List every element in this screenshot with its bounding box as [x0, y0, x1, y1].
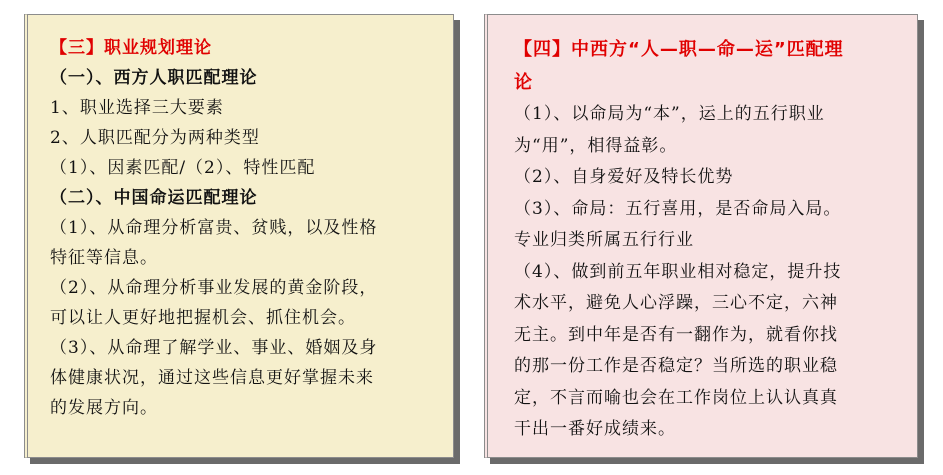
- right-title-line: 论: [514, 72, 533, 93]
- list-item: 1、职业选择三大要素: [50, 98, 224, 118]
- right-title-line: 【四】中西方“人—职—命—运”匹配理: [514, 39, 844, 60]
- paragraph-line: （3）、命局：五行喜用，是否命局入局。: [514, 198, 842, 219]
- left-panel: [24, 14, 454, 458]
- paragraph-line: （3）、从命理了解学业、事业、婚姻及身: [50, 338, 378, 358]
- paragraph-line: 可以让人更好地把握机会、抓住机会。: [50, 308, 356, 328]
- paragraph-line: （2）、从命理分析事业发展的黄金阶段，: [50, 278, 378, 298]
- list-item: （1）、因素匹配/（2）、特性匹配: [50, 158, 316, 178]
- paragraph-line: （1）、从命理分析富贵、贫贱，以及性格: [50, 218, 378, 238]
- paragraph-line: 干出一番好成绩来。: [514, 419, 676, 439]
- paragraph-line: （1）、以命局为“本”，运上的五行职业: [514, 104, 825, 124]
- paragraph-line: 的那一份工作是否稳定？当所选的职业稳: [514, 356, 838, 376]
- paragraph-line: 特征等信息。: [50, 248, 158, 268]
- left-title: 【三】职业规划理论: [50, 38, 212, 58]
- right-panel: [484, 14, 918, 458]
- paragraph-line: 的发展方向。: [50, 398, 158, 418]
- paragraph-line: （2）、自身爱好及特长优势: [514, 167, 734, 187]
- paragraph-line: 体健康状况，通过这些信息更好掌握未来: [50, 368, 374, 388]
- section2-heading: （二）、中国命运匹配理论: [50, 188, 258, 208]
- paragraph-line: 无主。到中年是否有一翻作为，就看你找: [514, 324, 838, 345]
- paragraph-line: 专业归类所属五行行业: [514, 230, 694, 250]
- paragraph-line: 术水平，避免人心浮躁，三心不定，六神: [514, 293, 838, 313]
- paragraph-line: 为“用”，相得益彰。: [514, 135, 678, 156]
- list-item: 2、人职匹配分为两种类型: [50, 128, 260, 148]
- paragraph-line: （4）、做到前五年职业相对稳定，提升技: [514, 261, 842, 282]
- paragraph-line: 定，不言而喻也会在工作岗位上认认真真: [514, 387, 838, 408]
- section1-heading: （一）、西方人职匹配理论: [50, 68, 258, 88]
